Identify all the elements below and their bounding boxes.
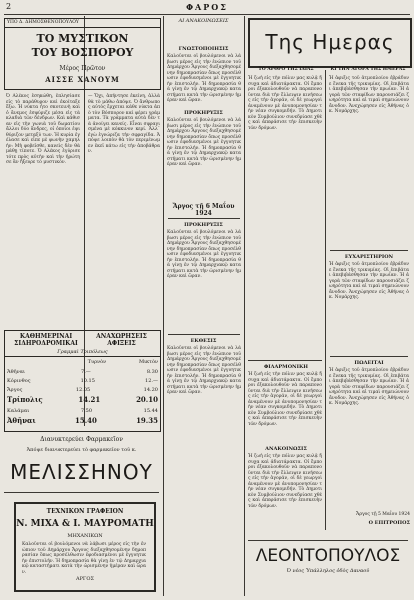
timetable-time: 19.35 [136, 416, 158, 425]
timetable-time: 7.50 [80, 408, 93, 414]
timetable-time: 12.05 [75, 387, 91, 393]
timetable-head-a: Τυρνὸν [87, 359, 107, 365]
timetable-time: 15.40 [74, 416, 97, 425]
serial-part: Μέρος Πρῶτον [59, 65, 106, 72]
col4-heading: ΦΙΛΑΡΜΟΝΙΚΗ [263, 364, 309, 370]
col4-rule [248, 360, 322, 361]
col3-text-4: Καλοῦνται οἱ βουλόμενοι νὰ λάβωσι μέρος εἰς τὴν ἐνώπιον τοῦ Δημάρχου Ἄργους διεξαχθησομένην δημοπρασίαν ὅπως προσέλθωσιν ἐφοδιασμένοι μὲ ἐγγυητικὴν ἐπιστολήν. Ἡ δημοπρασία θὰ γίνῃ ἐν τῷ Δημαρχιακῷ καταστήματι κατὰ τὴν ὡρισμένην ἡμέραν καὶ ὥραν. [167, 346, 241, 395]
timetable-head-row [7, 359, 158, 365]
timetable-subtitle: Γραμμαὶ Τριπόλεως [57, 349, 108, 355]
timetable-row [7, 369, 158, 375]
col4-heading-2: ΑΝΑΚΟΙΝΩΣΙΣ [265, 446, 307, 452]
col5-text-1: Ἡ ἀφιξις τοῦ ἀτμοπλοίου ἐβράδυνε ἕνεκα τῆς τρικυμίας. Οἱ ἐπιβάται ἀπεβιβάσθησαν τὴν πρωΐαν. Ἡ ἀγορὰ τῶν σταφίδων παρουσιάζει ζωηρότητα καὶ αἱ τιμαὶ σημειώνουν ἄνοδον. Ἀνεχώρησεν εἰς Ἀθήνας ὁ κ. Νομάρχης. [329, 76, 409, 114]
timetable-station: Ἄργος [7, 387, 23, 393]
timetable-time: 7.— [81, 369, 91, 375]
office-ad-place: ΑΡΓΟΣ [75, 576, 95, 582]
office-ad-line-2: Ν. ΜΙΧΑ & Ι. ΜΑΥΡΟΜΑΤΗ [16, 519, 154, 529]
col3-heading-4: ΕΚΘΕΣΙΣ [190, 338, 217, 344]
timetable-title-left: ΚΑΘΗΜΕΡΙΝΑΙ ΣΙΔΗΡΟΔΡΟΜΙΚΑΙ [14, 333, 78, 347]
col3-heading-2: ΠΡΟΚΗΡΥΞΙΣ [184, 110, 223, 116]
serial-text-column-1: Ὁ Αλέκος ἐσηκώθη, ἐπλησίασε εἰς τὸ παράθυρον καὶ ἐκοίταξε ἔξω. Ἡ νύκτα ἦτο σκοτεινὴ καὶ ὁ ἄνεμος ἐσφύριζε μέσα εἰς τὰ κλαδιὰ τῶν δένδρων. Καὶ κάθισαν εἰς τὴν γωνιὰ τοῦ δωματίου ἄλλοι δύο ἄνδρες, οἱ ὁποῖοι ἐψιθύριζον μεταξύ των. Ἡ κυρία ἐγέλασε καὶ εἶπε μὲ φωνὴν χαμηλήν: Μὴ φοβεῖσθε, κανεὶς δὲν θὰ μάθῃ τίποτε. Ὁ Αλέκος ἐγύρισε τότε πρὸς αὐτὴν καὶ τὴν ἠρώτησε ἂν ἤξευρε τὸ μυστικόν. [6, 94, 80, 165]
timetable-station: Ἀθῆναι [7, 416, 36, 425]
header-rule [4, 14, 410, 15]
timetable-time: 14.20 [143, 387, 158, 393]
col5-rule [330, 250, 408, 251]
serial-title-1: ΤΟ ΜΥΣΤΙΚΟΝ [36, 32, 129, 45]
col5-text-3: Ἡ ἀφιξις τοῦ ἀτμοπλοίου ἐβράδυνε ἕνεκα τῆς τρικυμίας. Οἱ ἐπιβάται ἀπεβιβάσθησαν τὴν πρωΐαν. Ἡ ἀγορὰ τῶν σταφίδων παρουσιάζει ζωηρότητα καὶ αἱ τιμαὶ σημειώνουν ἄνοδον. Ἀνεχώρησεν εἰς Ἀθήνας ὁ κ. Νομάρχης. [329, 368, 409, 406]
timetable-box [4, 330, 161, 432]
serial-tag: ΥΠΟ Δ. ΔΗΜΟΣΘΕΝΟΠΟΥΛΟΥ [7, 20, 79, 25]
lawyer-ad-sub: Ὁ νέος Ὑπάλληλος ὁδὸς Δαναοῦ [286, 568, 370, 574]
timetable-time: 10.15 [80, 378, 95, 384]
timetable-time: 20.10 [136, 395, 158, 404]
col3-heading-1: ΓΝΩΣΤΟΠΟΙΗΣΙΣ [178, 46, 229, 52]
col4-text-3: Ἡ ζωὴ εἰς τὴν πόλιν μας κυλᾷ ἥσυχα καὶ ἀδιατάρακτα. Οἱ ἔμποροι ἐξακολουθοῦν νὰ παραπονοῦνται διὰ τὴν ἔλλειψιν κινήσεως εἰς τὴν ἀγοράν, οἱ δὲ γεωργοὶ ἀναμένουν μὲ ἀνυπομονησίαν τὴν νέαν συγκομιδήν. Τὸ Δημοτικὸν Συμβούλιον συνεδρίασε χθὲς καὶ ἀπεφάσισε τὴν ἐπισκευὴν τῶν δρόμων. [248, 454, 322, 509]
page-header [0, 2, 414, 14]
timetable-title-right: ΑΝΑΧΩΡΗΣΕΙΣ ΑΦΙΞΕΙΣ [96, 333, 147, 347]
serial-rule [5, 27, 160, 28]
pharmacy-line-1: Διανυκτερεύει Φαρμακεῖον [40, 436, 123, 443]
lawyer-ad-title: ΛΕΟΝΤΟΠΟΥΛΟΣ [255, 546, 401, 566]
col3-rule [168, 334, 240, 335]
office-ad-text: Καλοῦνται οἱ βουλόμενοι νὰ λάβωσι μέρος εἰς τὴν ἐνώπιον τοῦ Δημάρχου Ἄργους διεξαχθησομένην δημοπρασίαν ὅπως προσέλθωσιν ἐφοδιασμένοι μὲ ἐγγυητικὴν ἐπιστολήν. Ἡ δημοπρασία θὰ γίνῃ ἐν τῷ Δημαρχιακῷ καταστήματι κατὰ τὴν ὡρισμένην ἡμέραν καὶ ὥραν. [22, 542, 146, 575]
timetable-time: 15.44 [143, 408, 158, 414]
column-rule [244, 16, 245, 596]
serial-subtitle: ΑΙΣΣΕ ΧΑΝΟΥΜ [45, 75, 120, 84]
timetable-row [7, 397, 158, 403]
serial-box [4, 18, 161, 90]
col3-rule [168, 218, 240, 219]
masthead: ΦΑΡΟΣ [186, 2, 228, 12]
timetable-rule [5, 356, 160, 357]
timetable-station: Ἀθῆναι [7, 369, 25, 375]
timetable-time: 14.21 [78, 395, 101, 404]
timetable-row [7, 408, 158, 414]
timetable-station: Τρίπολις [7, 395, 43, 404]
timetable-row [7, 387, 158, 393]
timetable-row [7, 418, 158, 424]
col5-sign: Ο ΕΠΙΤΡΟΠΟΣ [368, 520, 410, 526]
col5-heading-1: ΕΥΧΑΡΙΣΤΗΡΙΟΝ [344, 254, 394, 260]
column-rule [163, 16, 164, 596]
timetable-time: 8.30 [146, 369, 158, 375]
timetable-station: Καλάμαι [7, 408, 30, 414]
col4-text-2: Ἡ ζωὴ εἰς τὴν πόλιν μας κυλᾷ ἥσυχα καὶ ἀδιατάρακτα. Οἱ ἔμποροι ἐξακολουθοῦν νὰ παραπονοῦνται διὰ τὴν ἔλλειψιν κινήσεως εἰς τὴν ἀγοράν, οἱ δὲ γεωργοὶ ἀναμένουν μὲ ἀνυπομονησίαν τὴν νέαν συγκομιδήν. Τὸ Δημοτικὸν Συμβούλιον συνεδρίασε χθὲς καὶ ἀπεφάσισε τὴν ἐπισκευὴν τῶν δρόμων. [248, 372, 322, 427]
col4-subhead: ΤΟ ΑΡΘΡΟ ΤΗΣ ΙΔΙΑΣ [258, 67, 314, 72]
office-ad-line-1: ΤΕΧΝΙΚΟΝ ΓΡΑΦΕΙΟΝ [46, 508, 124, 515]
serial-title-2: ΤΟΥ ΒΟΣΠΟΡΟΥ [31, 46, 134, 59]
col3-text-2: Καλοῦνται οἱ βουλόμενοι νὰ λάβωσι μέρος εἰς τὴν ἐνώπιον τοῦ Δημάρχου Ἄργους διεξαχθησομένην δημοπρασίαν ὅπως προσέλθωσιν ἐφοδιασμένοι μὲ ἐγγυητικὴν ἐπιστολήν. Ἡ δημοπρασία θὰ γίνῃ ἐν τῷ Δημαρχιακῷ καταστήματι κατὰ τὴν ὡρισμένην ἡμέραν καὶ ὥραν. [167, 118, 241, 167]
timetable-row [7, 378, 158, 384]
col5-text-2: Ἡ ἀφιξις τοῦ ἀτμοπλοίου ἐβράδυνε ἕνεκα τῆς τρικυμίας. Οἱ ἐπιβάται ἀπεβιβάσθησαν τὴν πρωΐαν. Ἡ ἀγορὰ τῶν σταφίδων παρουσιάζει ζωηρότητα καὶ αἱ τιμαὶ σημειώνουν ἄνοδον. Ἀνεχώρησεν εἰς Ἀθήνας ὁ κ. Νομάρχης. [329, 262, 409, 300]
col3-text-3: Καλοῦνται οἱ βουλόμενοι νὰ λάβωσι μέρος εἰς τὴν ἐνώπιον τοῦ Δημάρχου Ἄργους διεξαχθησομένην δημοπρασίαν ὅπως προσέλθωσιν ἐφοδιασμένοι μὲ ἐγγυητικὴν ἐπιστολήν. Ἡ δημοπρασία θὰ γίνῃ ἐν τῷ Δημαρχιακῷ καταστήματι κατὰ τὴν ὡρισμένην ἡμέραν καὶ ὥραν. [167, 230, 241, 279]
col5-rule [330, 356, 408, 357]
col3-heading-3: ΠΡΟΚΗΡΥΞΙΣ [184, 222, 223, 228]
ad-rule [248, 540, 408, 541]
serial-text-column-2: — Ὄχι, ἀπήντησε ἐκείνη, ἀλλὰ θὰ τὸ μάθω ἀπόψε. Ὁ ἄνθρωπος αὐτὸς ἔρχεται κάθε νύκτα ἀπὸ τὸν Βόσπορον καὶ φέρει γράμματα. Τὰ γράμματα αὐτὰ δὲν τὰ ἀνοίγει κανείς. Εἶναι σφραγισμένα μὲ κόκκινον κερί. Ἀλλ᾽ ἐγὼ ἐγνώριζα τὴν σφραγίδα. Ἀπόψε λοιπὸν θὰ τὸν περιμένωμεν ἐκεῖ κάτω εἰς τὴν ἀποβάθραν. [88, 94, 160, 154]
pharmacy-line-2: Ἀπόψε διανυκτερεύει τὸ φαρμακεῖον τοῦ κ. [26, 447, 137, 453]
col5-subhead: ΚΙ ΤΗΝ ΑΓΟΡΑ ΤΗΣ ΗΜΕΡΑΣ [330, 67, 406, 72]
col3-text-1: Καλοῦνται οἱ βουλόμενοι νὰ λάβωσι μέρος εἰς τὴν ἐνώπιον τοῦ Δημάρχου Ἄργους διεξαχθησομένην δημοπρασίαν ὅπως προσέλθωσιν ἐφοδιασμένοι μὲ ἐγγυητικὴν ἐπιστολήν. Ἡ δημοπρασία θὰ γίνῃ ἐν τῷ Δημαρχιακῷ καταστήματι κατὰ τὴν ὡρισμένην ἡμέραν καὶ ὥραν. [167, 54, 241, 103]
day-title: Της Ημερας [265, 30, 395, 54]
section-rule [4, 492, 159, 493]
col5-date: Ἄργος τῇ 5 Μαΐου 1924 [356, 512, 410, 517]
col4-text-1: Ἡ ζωὴ εἰς τὴν πόλιν μας κυλᾷ ἥσυχα καὶ ἀδιατάρακτα. Οἱ ἔμποροι ἐξακολουθοῦν νὰ παραπονοῦνται διὰ τὴν ἔλλειψιν κινήσεως εἰς τὴν ἀγοράν, οἱ δὲ γεωργοὶ ἀναμένουν μὲ ἀνυπομονησίαν τὴν νέαν συγκομιδήν. Τὸ Δημοτικὸν Συμβούλιον συνεδρίασε χθὲς καὶ ἀπεφάσισε τὴν ἐπισκευὴν τῶν δρόμων. [248, 76, 322, 131]
day-title-box [248, 18, 412, 68]
office-ad-box [14, 502, 156, 592]
timetable-time: 12.— [145, 378, 158, 384]
page-number: 2 [6, 2, 12, 11]
office-ad-line-3: ΜΗΧΑΝΙΚΩΝ [67, 533, 103, 539]
col3-date: Ἄργος τῇ 6 Μαΐου 1924 [172, 203, 235, 217]
pharmacy-name: ΜΕΛΙΣΣΗΝΟΥ [10, 460, 153, 484]
timetable-station: Κόρινθος [7, 378, 31, 384]
column-rule [325, 70, 326, 530]
timetable-head-b: Μικτὸν [138, 359, 158, 365]
col5-heading-2: ΠΩΛΕΙΤΑΙ [354, 360, 384, 366]
col3-header: ΑΙ ΑΝΑΚΟΙΝΩΣΕΙΣ [178, 18, 229, 24]
